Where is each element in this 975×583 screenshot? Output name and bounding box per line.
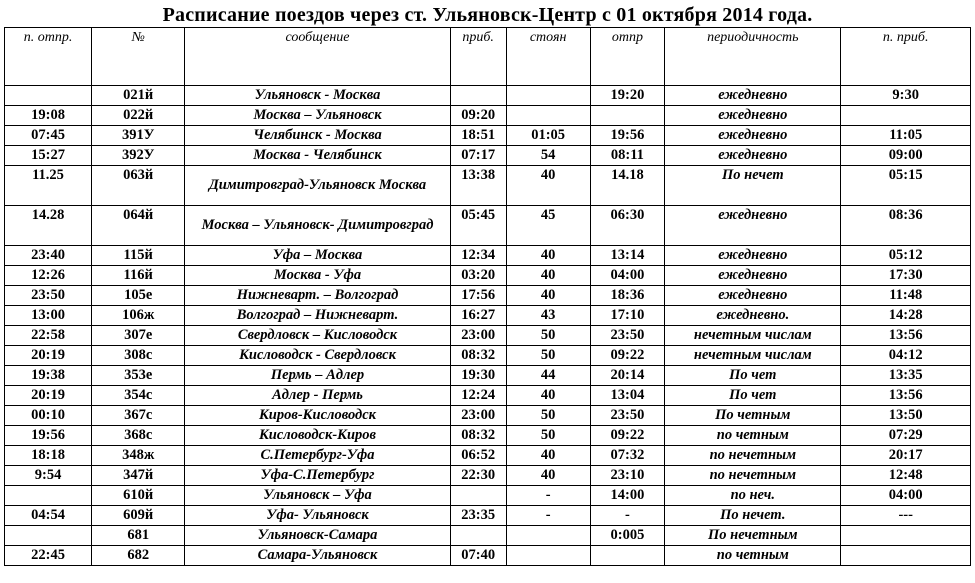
cell-stop: 40 <box>506 466 590 486</box>
cell-train-number: 021й <box>92 86 185 106</box>
cell-train-number: 354с <box>92 386 185 406</box>
cell-final-arrival: 11:05 <box>841 126 971 146</box>
cell-route: Уфа – Москва <box>185 246 450 266</box>
cell-departure: 13:04 <box>590 386 665 406</box>
cell-stop: - <box>506 506 590 526</box>
cell-departure: 09:22 <box>590 346 665 366</box>
cell-periodicity: ежедневно <box>665 266 841 286</box>
table-row <box>5 126 971 146</box>
cell-start-departure: 20:19 <box>5 386 92 406</box>
cell-route: Кисловодск-Киров <box>185 426 450 446</box>
table-row <box>5 506 971 526</box>
cell-periodicity: по четным <box>665 546 841 566</box>
cell-final-arrival: 13:56 <box>841 386 971 406</box>
cell-start-departure: 07:45 <box>5 126 92 146</box>
cell-periodicity: По нечет <box>665 166 841 206</box>
cell-train-number: 392У <box>92 146 185 166</box>
cell-start-departure: 13:00 <box>5 306 92 326</box>
cell-final-arrival: 17:30 <box>841 266 971 286</box>
cell-route: Киров-Кисловодск <box>185 406 450 426</box>
table-row <box>5 86 971 106</box>
cell-train-number: 106ж <box>92 306 185 326</box>
header-stop: стоян <box>506 28 590 86</box>
cell-train-number: 353е <box>92 366 185 386</box>
cell-periodicity: ежедневно <box>665 146 841 166</box>
cell-train-number: 367с <box>92 406 185 426</box>
cell-arrival: 03:20 <box>450 266 506 286</box>
cell-arrival: 09:20 <box>450 106 506 126</box>
cell-stop: 40 <box>506 246 590 266</box>
cell-periodicity: по четным <box>665 426 841 446</box>
cell-route: Москва - Уфа <box>185 266 450 286</box>
cell-stop: 44 <box>506 366 590 386</box>
cell-periodicity: нечетным числам <box>665 346 841 366</box>
cell-final-arrival: 04:00 <box>841 486 971 506</box>
cell-start-departure: 18:18 <box>5 446 92 466</box>
cell-stop <box>506 106 590 126</box>
cell-start-departure: 19:38 <box>5 366 92 386</box>
cell-departure: 19:20 <box>590 86 665 106</box>
cell-train-number: 610й <box>92 486 185 506</box>
cell-final-arrival: 13:56 <box>841 326 971 346</box>
cell-start-departure <box>5 486 92 506</box>
cell-arrival: 23:35 <box>450 506 506 526</box>
cell-start-departure: 04:54 <box>5 506 92 526</box>
cell-start-departure: 00:10 <box>5 406 92 426</box>
cell-stop: 43 <box>506 306 590 326</box>
cell-arrival: 05:45 <box>450 206 506 246</box>
table-row <box>5 286 971 306</box>
cell-departure: 14.18 <box>590 166 665 206</box>
cell-route: Ульяновск – Уфа <box>185 486 450 506</box>
cell-start-departure: 9:54 <box>5 466 92 486</box>
cell-departure: 0:005 <box>590 526 665 546</box>
cell-final-arrival: 14:28 <box>841 306 971 326</box>
table-row <box>5 106 971 126</box>
cell-train-number: 022й <box>92 106 185 126</box>
cell-departure: 07:32 <box>590 446 665 466</box>
cell-final-arrival: 12:48 <box>841 466 971 486</box>
cell-arrival: 17:56 <box>450 286 506 306</box>
cell-start-departure: 15:27 <box>5 146 92 166</box>
cell-stop: 40 <box>506 386 590 406</box>
cell-stop: 40 <box>506 166 590 206</box>
cell-final-arrival: 04:12 <box>841 346 971 366</box>
header-periodicity: периодичность <box>665 28 841 86</box>
cell-periodicity: нечетным числам <box>665 326 841 346</box>
table-row <box>5 306 971 326</box>
cell-arrival: 08:32 <box>450 426 506 446</box>
cell-stop: 50 <box>506 326 590 346</box>
cell-final-arrival: 11:48 <box>841 286 971 306</box>
table-row <box>5 406 971 426</box>
cell-final-arrival: --- <box>841 506 971 526</box>
cell-start-departure <box>5 526 92 546</box>
cell-start-departure: 14.28 <box>5 206 92 246</box>
cell-route: Челябинск - Москва <box>185 126 450 146</box>
cell-route: Пермь – Адлер <box>185 366 450 386</box>
table-row <box>5 366 971 386</box>
cell-departure: 19:56 <box>590 126 665 146</box>
cell-train-number: 391У <box>92 126 185 146</box>
cell-final-arrival: 07:29 <box>841 426 971 446</box>
table-row <box>5 466 971 486</box>
cell-final-arrival <box>841 546 971 566</box>
cell-route: Кисловодск - Свердловск <box>185 346 450 366</box>
cell-route: Самара-Ульяновск <box>185 546 450 566</box>
table-row <box>5 426 971 446</box>
cell-departure: 23:50 <box>590 406 665 426</box>
cell-final-arrival: 13:50 <box>841 406 971 426</box>
cell-departure: 09:22 <box>590 426 665 446</box>
header-arrival: приб. <box>450 28 506 86</box>
cell-departure <box>590 546 665 566</box>
cell-start-departure: 22:58 <box>5 326 92 346</box>
cell-route: Уфа- Ульяновск <box>185 506 450 526</box>
cell-arrival: 12:24 <box>450 386 506 406</box>
cell-stop: 40 <box>506 286 590 306</box>
table-row <box>5 346 971 366</box>
cell-train-number: 368с <box>92 426 185 446</box>
cell-final-arrival <box>841 106 971 126</box>
cell-arrival: 07:17 <box>450 146 506 166</box>
table-row <box>5 326 971 346</box>
cell-periodicity: по нечетным <box>665 446 841 466</box>
cell-train-number: 063й <box>92 166 185 206</box>
cell-route: Москва - Челябинск <box>185 146 450 166</box>
header-row <box>5 28 971 86</box>
cell-arrival: 12:34 <box>450 246 506 266</box>
cell-periodicity: ежедневно <box>665 286 841 306</box>
cell-departure: 18:36 <box>590 286 665 306</box>
cell-route: Ульяновск-Самара <box>185 526 450 546</box>
cell-start-departure: 23:40 <box>5 246 92 266</box>
cell-final-arrival: 20:17 <box>841 446 971 466</box>
cell-arrival: 13:38 <box>450 166 506 206</box>
header-departure: отпр <box>590 28 665 86</box>
table-row <box>5 206 971 246</box>
cell-stop <box>506 526 590 546</box>
cell-periodicity: ежедневно <box>665 246 841 266</box>
cell-start-departure: 12:26 <box>5 266 92 286</box>
cell-periodicity: По нечетным <box>665 526 841 546</box>
cell-route: Москва – Ульяновск- Димитровград <box>185 206 450 246</box>
cell-train-number: 115й <box>92 246 185 266</box>
cell-arrival: 18:51 <box>450 126 506 146</box>
cell-stop: 50 <box>506 406 590 426</box>
header-otpr: п. отпр. <box>5 28 92 86</box>
cell-train-number: 116й <box>92 266 185 286</box>
cell-arrival: 23:00 <box>450 326 506 346</box>
cell-start-departure: 20:19 <box>5 346 92 366</box>
table-row <box>5 526 971 546</box>
cell-arrival: 22:30 <box>450 466 506 486</box>
cell-start-departure: 19:56 <box>5 426 92 446</box>
table-row <box>5 166 971 206</box>
cell-route: Адлер - Пермь <box>185 386 450 406</box>
header-number: № <box>92 28 185 86</box>
page-title: Расписание поездов через ст. Ульяновск-Центр с 01 октября 2014 года. <box>162 4 813 26</box>
cell-departure: 20:14 <box>590 366 665 386</box>
cell-arrival <box>450 86 506 106</box>
cell-arrival: 07:40 <box>450 546 506 566</box>
cell-stop: 40 <box>506 266 590 286</box>
cell-stop: - <box>506 486 590 506</box>
cell-final-arrival: 05:15 <box>841 166 971 206</box>
cell-arrival: 19:30 <box>450 366 506 386</box>
cell-start-departure: 23:50 <box>5 286 92 306</box>
cell-departure: 13:14 <box>590 246 665 266</box>
cell-route: Уфа-С.Петербург <box>185 466 450 486</box>
cell-train-number: 682 <box>92 546 185 566</box>
cell-periodicity: ежедневно <box>665 126 841 146</box>
table-row <box>5 546 971 566</box>
cell-periodicity: По чет <box>665 386 841 406</box>
cell-departure: 04:00 <box>590 266 665 286</box>
header-final-arrival: п. приб. <box>841 28 971 86</box>
table-row <box>5 266 971 286</box>
cell-stop: 50 <box>506 426 590 446</box>
cell-stop: 45 <box>506 206 590 246</box>
cell-periodicity: ежедневно <box>665 106 841 126</box>
cell-periodicity: ежедневно <box>665 206 841 246</box>
cell-train-number: 307е <box>92 326 185 346</box>
cell-arrival: 16:27 <box>450 306 506 326</box>
cell-departure: 06:30 <box>590 206 665 246</box>
cell-periodicity: по неч. <box>665 486 841 506</box>
cell-departure: 23:50 <box>590 326 665 346</box>
table-row <box>5 446 971 466</box>
cell-start-departure: 19:08 <box>5 106 92 126</box>
cell-arrival <box>450 526 506 546</box>
cell-route: Ульяновск - Москва <box>185 86 450 106</box>
cell-departure: 14:00 <box>590 486 665 506</box>
cell-final-arrival: 9:30 <box>841 86 971 106</box>
cell-train-number: 308с <box>92 346 185 366</box>
cell-train-number: 681 <box>92 526 185 546</box>
cell-train-number: 609й <box>92 506 185 526</box>
cell-final-arrival: 13:35 <box>841 366 971 386</box>
cell-periodicity: По четным <box>665 406 841 426</box>
table-row <box>5 146 971 166</box>
cell-stop <box>506 86 590 106</box>
table-row <box>5 386 971 406</box>
cell-arrival: 06:52 <box>450 446 506 466</box>
cell-departure: 23:10 <box>590 466 665 486</box>
cell-departure: - <box>590 506 665 526</box>
cell-route: С.Петербург-Уфа <box>185 446 450 466</box>
cell-final-arrival: 08:36 <box>841 206 971 246</box>
cell-final-arrival: 05:12 <box>841 246 971 266</box>
cell-route: Свердловск – Кисловодск <box>185 326 450 346</box>
cell-final-arrival: 09:00 <box>841 146 971 166</box>
cell-departure: 08:11 <box>590 146 665 166</box>
cell-start-departure: 22:45 <box>5 546 92 566</box>
table-row <box>5 486 971 506</box>
cell-train-number: 347й <box>92 466 185 486</box>
cell-arrival: 08:32 <box>450 346 506 366</box>
cell-start-departure <box>5 86 92 106</box>
cell-train-number: 348ж <box>92 446 185 466</box>
cell-route: Волгоград – Нижневарт. <box>185 306 450 326</box>
table-row <box>5 246 971 266</box>
cell-route: Москва – Ульяновск <box>185 106 450 126</box>
cell-train-number: 064й <box>92 206 185 246</box>
cell-final-arrival <box>841 526 971 546</box>
cell-start-departure: 11.25 <box>5 166 92 206</box>
cell-train-number: 105е <box>92 286 185 306</box>
cell-route: Нижневарт. – Волгоград <box>185 286 450 306</box>
cell-stop: 50 <box>506 346 590 366</box>
cell-periodicity: ежедневно. <box>665 306 841 326</box>
cell-route: Димитровград-Ульяновск Москва <box>185 166 450 206</box>
schedule-table <box>4 27 971 566</box>
cell-periodicity: По чет <box>665 366 841 386</box>
cell-stop: 01:05 <box>506 126 590 146</box>
header-route: сообщение <box>185 28 450 86</box>
cell-stop: 40 <box>506 446 590 466</box>
cell-arrival <box>450 486 506 506</box>
cell-departure: 17:10 <box>590 306 665 326</box>
cell-stop <box>506 546 590 566</box>
cell-periodicity: по нечетным <box>665 466 841 486</box>
cell-departure <box>590 106 665 126</box>
cell-periodicity: ежедневно <box>665 86 841 106</box>
cell-arrival: 23:00 <box>450 406 506 426</box>
cell-periodicity: По нечет. <box>665 506 841 526</box>
cell-stop: 54 <box>506 146 590 166</box>
